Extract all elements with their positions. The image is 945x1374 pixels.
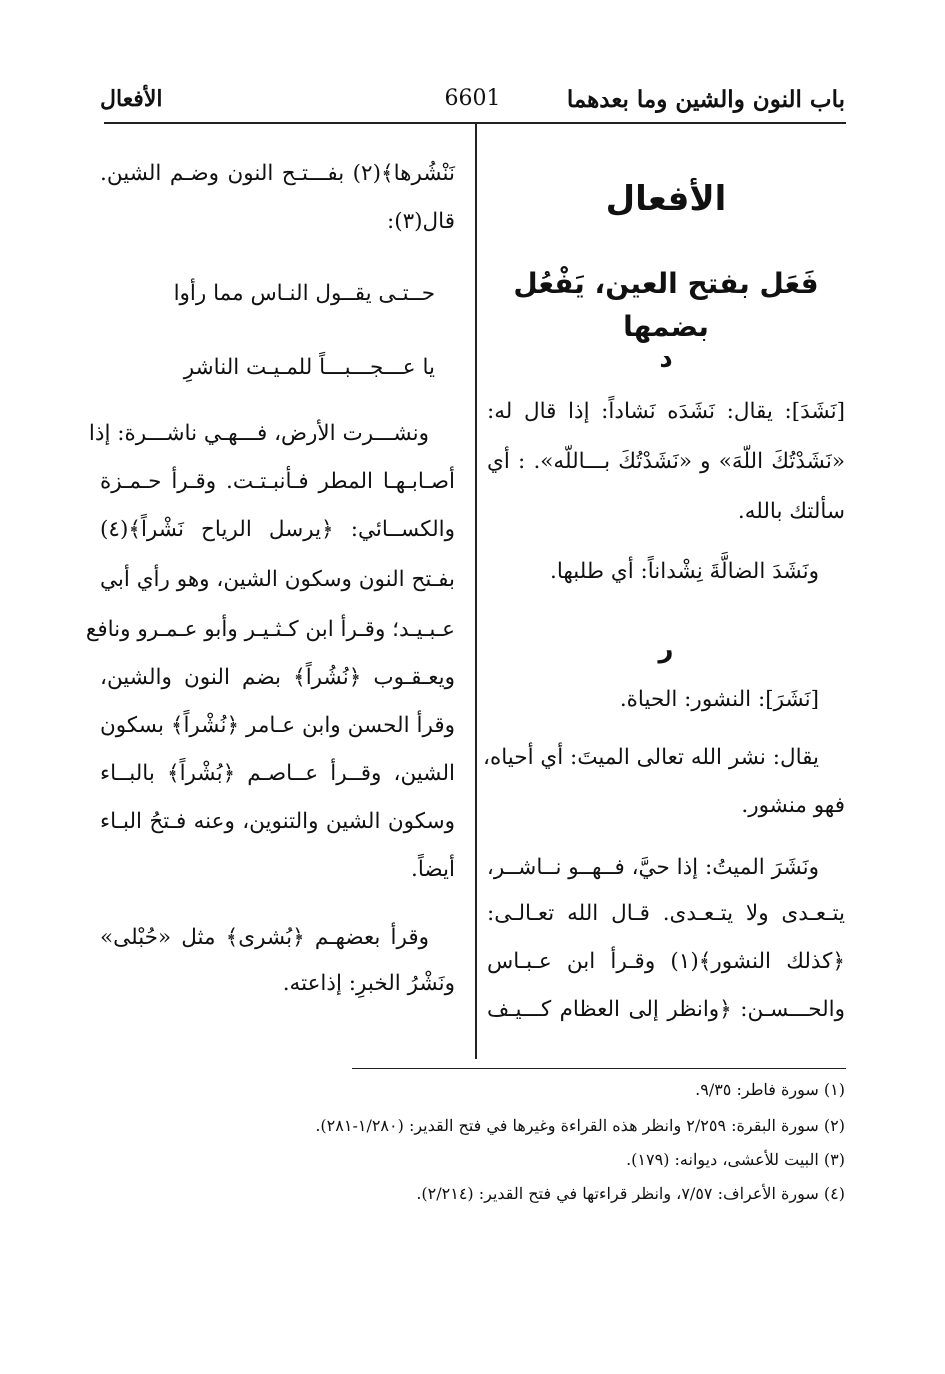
poem-hemistich: حــتـى يقــول النـاس مما رأوا <box>173 281 435 306</box>
running-header <box>100 86 845 118</box>
text-line: ونَشَرَ الميتُ: إذا حيَّ، فــهــو نــاشــر، <box>486 855 819 880</box>
text-line: يقال: نشر الله تعالى الميتَ: أي أحياه، <box>483 745 819 770</box>
column-divider <box>475 124 477 1059</box>
text-line: سألتك بالله. <box>737 499 845 524</box>
chapter-title: باب النون والشين وما بعدهما <box>566 86 845 113</box>
heading-afal: الأفعال <box>605 179 727 219</box>
text-line: وقرأ الحسن وابن عـامر ﴿نُشْراً﴾ بسكون <box>100 713 455 738</box>
footnote-3: (٣) البيت للأعشى، ديوانه: (١٧٩). <box>626 1150 845 1169</box>
text-line: عـبـيـد؛ وقـرأ ابن كـثـيـر وأبو عـمـرو ونافع <box>85 617 455 642</box>
text-line: [نَشَدَ]: يقال: نَشَدَه نَشاداً: إذا قال له: <box>487 399 845 424</box>
letter-dal: د <box>659 344 673 374</box>
footnote-2: (٢) سورة البقرة: ٢/٢٥٩ وانظر هذه القراءة وغيرها في فتح القدير: (١/٢٨٠-٢٨١). <box>315 1116 845 1135</box>
text-line: ﴿كذلك النشور﴾(١) وقـرأ ابن عـبـاس <box>487 949 845 974</box>
text-line: الشين، وقــرأ عــاصـم ﴿بُشْراً﴾ بالبــاء <box>100 761 455 786</box>
letter-ra: ر <box>658 634 674 664</box>
text-line: قال(٣): <box>386 209 455 234</box>
text-line: «نَشَدْتُكَ اللّهَ» و «نَشَدْتُكَ بـــاللّه». : أي <box>487 449 845 474</box>
section-title: الأفعال <box>100 86 163 112</box>
text-line: يتـعـدى ولا يتـعـدى. قـال الله تعـالـى: <box>487 901 845 926</box>
text-line: ونَشْرُ الخبرِ: إذاعته. <box>282 971 455 996</box>
text-line: ويعـقـوب ﴿نُشُراً﴾ بضم النون والشين، <box>100 665 455 690</box>
text-line: والحـــسـن: ﴿وانظر إلى العظام كـــيـف <box>487 997 845 1022</box>
footnote-rule <box>352 1068 846 1069</box>
text-line: والكســائي: ﴿يرسل الرياح نَشْراً﴾(٤) <box>100 517 455 542</box>
text-line: بفـتح النون وسكون الشين، وهو رأي أبي <box>100 567 455 592</box>
text-line: أيضاً. <box>411 857 455 882</box>
footnote-1: (١) سورة فاطر: ٩/٣٥. <box>695 1080 845 1099</box>
text-line: نَنْشُرها﴾(٢) بفـــتـح النون وضـم الشين. <box>100 161 455 186</box>
text-line: وقرأ بعضهـم ﴿بُشرى﴾ مثل «حُبْلى» <box>100 925 429 950</box>
page-number: 6601 <box>444 86 501 111</box>
text-line: أصـابـهـا المطر فـأنبـتـت. وقـرأ حـمـزة <box>100 469 455 494</box>
text-line: ونشـــرت الأرض، فـــهـي ناشـــرة: إذا <box>88 421 429 446</box>
text-line: وسكون الشين والتنوين، وعنه فـتحُ البـاء <box>100 809 455 834</box>
text-line: فهو منشور. <box>741 793 845 818</box>
text-line: ونَشَدَ الضالَّةَ نِشْداناً: أي طلبها. <box>550 559 819 584</box>
footnote-4: (٤) سورة الأعراف: ٧/٥٧، وانظر قراءتها في فتح القدير: (٢/٢١٤). <box>416 1184 845 1203</box>
subheading-verb-pattern: فَعَل بفتح العين، يَفْعُل بضمها <box>513 267 819 343</box>
poem-hemistich: يا عـــجـــبـــاً للمـيـت الناشرِ <box>183 355 435 380</box>
text-line: [نَشَرَ]: النشور: الحياة. <box>619 687 819 712</box>
